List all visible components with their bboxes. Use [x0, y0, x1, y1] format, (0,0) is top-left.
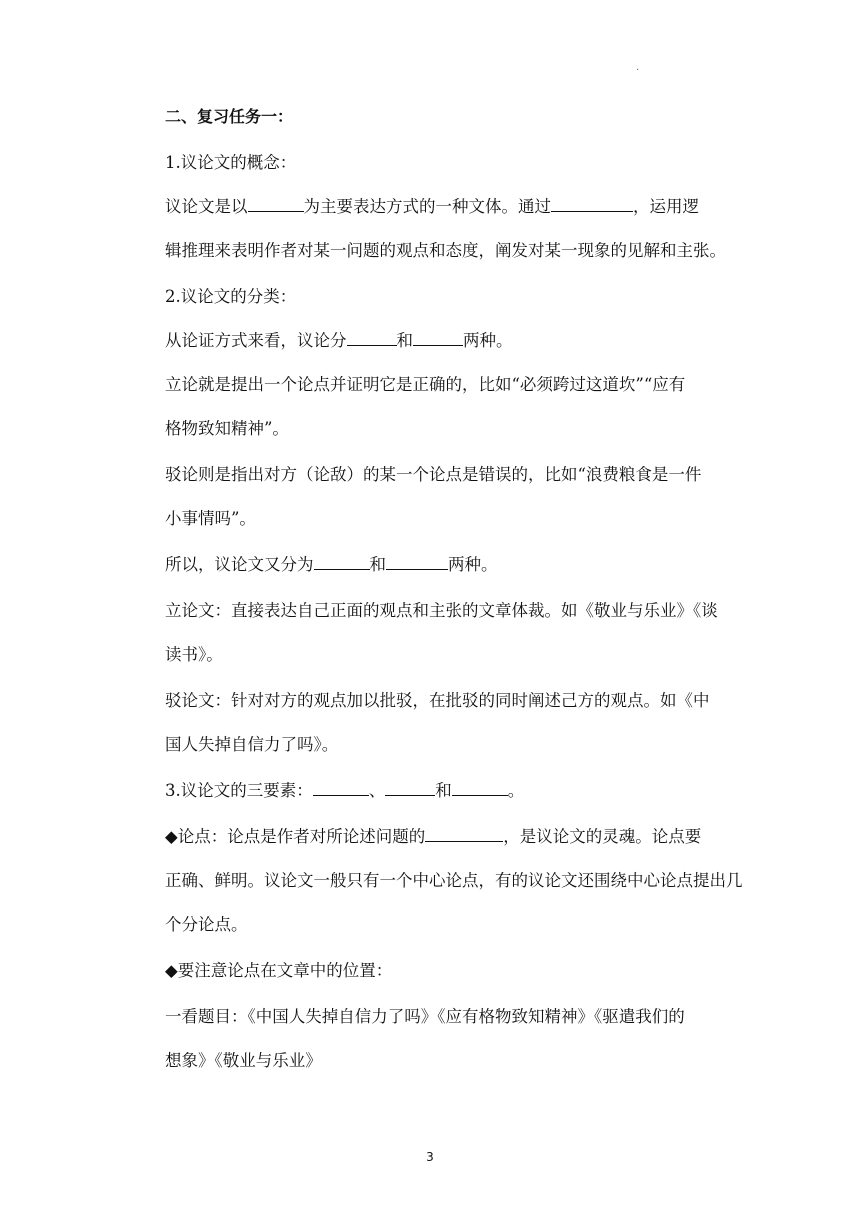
- classification-text-b: 和: [396, 331, 413, 350]
- classification-text-c: 两种。: [463, 331, 513, 350]
- section-title: 二、复习任务一：: [165, 107, 294, 126]
- blank-element-2: [385, 781, 435, 796]
- bolun-line-2: 小事情吗”。: [165, 509, 256, 528]
- bolunwen-line-1: 驳论文：针对对方的观点加以批驳，在批驳的同时阐述己方的观点。如《中: [165, 691, 710, 710]
- blank-element-3: [452, 781, 508, 796]
- blank-argument-type-1: [347, 331, 397, 346]
- classification-intro: [165, 330, 513, 352]
- page-number: 3: [426, 1150, 434, 1164]
- lilunwen-line-2: 读书》。: [165, 645, 223, 664]
- concept-text-b: 为主要表达方式的一种文体。通过: [303, 197, 551, 216]
- concept-paragraph-line-2: 辑推理来表明作者对某一问题的观点和态度，阐发对某一现象的见解和主张。: [165, 241, 726, 260]
- concept-title: 1.议论文的概念：: [165, 153, 297, 172]
- three-elements-sep-1: 、: [368, 781, 386, 800]
- three-elements-title: 3.议论文的三要素：: [165, 781, 313, 800]
- concept-text-a: 议论文是以: [165, 197, 248, 216]
- blank-expression-mode: [248, 197, 304, 212]
- essay-type-text-c: 两种。: [448, 555, 498, 574]
- three-elements-end: 。: [507, 781, 525, 800]
- three-elements-line: [165, 780, 524, 802]
- blank-element-1: [313, 781, 369, 796]
- concept-text-c: ，运用逻: [633, 197, 699, 216]
- blank-essay-type-1: [314, 555, 370, 570]
- lilun-line-2: 格物致知精神”。: [165, 419, 289, 438]
- classification-title: 2.议论文的分类：: [165, 287, 297, 306]
- blank-argument-point: [425, 827, 503, 842]
- argument-point-line-3: 个分论点。: [165, 915, 248, 934]
- essay-type-text-a: 所以，议论文又分为: [165, 555, 314, 574]
- essay-type-text-b: 和: [369, 555, 386, 574]
- blank-essay-type-2: [386, 555, 448, 570]
- look-title-line-2: 想象》《敬业与乐业》: [165, 1051, 322, 1070]
- bolun-line-1: 驳论则是指出对方（论敌）的某一个论点是错误的，比如“浪费粮食是一件: [165, 465, 702, 484]
- lilunwen-line-1: 立论文：直接表达自己正面的观点和主张的文章体裁。如《敬业与乐业》《谈: [165, 601, 718, 620]
- bolunwen-line-2: 国人失掉自信力了吗》。: [165, 735, 339, 754]
- concept-paragraph-line-1: [165, 196, 730, 218]
- argument-point-text-a: ◆论点：论点是作者对所论述问题的: [165, 827, 426, 846]
- argument-point-line-2: 正确、鲜明。议论文一般只有一个中心论点，有的议论文还围绕中心论点提出几: [165, 871, 743, 890]
- argument-point-line-1: [165, 826, 701, 848]
- position-title: ◆要注意论点在文章中的位置：: [165, 961, 393, 980]
- look-title-line-1: 一看题目：《中国人失掉自信力了吗》《应有格物致知精神》《驱遣我们的: [165, 1007, 685, 1026]
- essay-type-line: [165, 554, 498, 576]
- header-mark: .: [636, 62, 640, 73]
- argument-point-text-b: ，是议论文的灵魂。论点要: [503, 827, 702, 846]
- classification-text-a: 从论证方式来看，议论分: [165, 331, 347, 350]
- blank-argument-type-2: [413, 331, 463, 346]
- lilun-line-1: 立论就是提出一个论点并证明它是正确的，比如“必须跨过这道坎”“应有: [165, 375, 686, 394]
- three-elements-sep-2: 和: [435, 781, 452, 800]
- blank-argument-method: [551, 197, 633, 212]
